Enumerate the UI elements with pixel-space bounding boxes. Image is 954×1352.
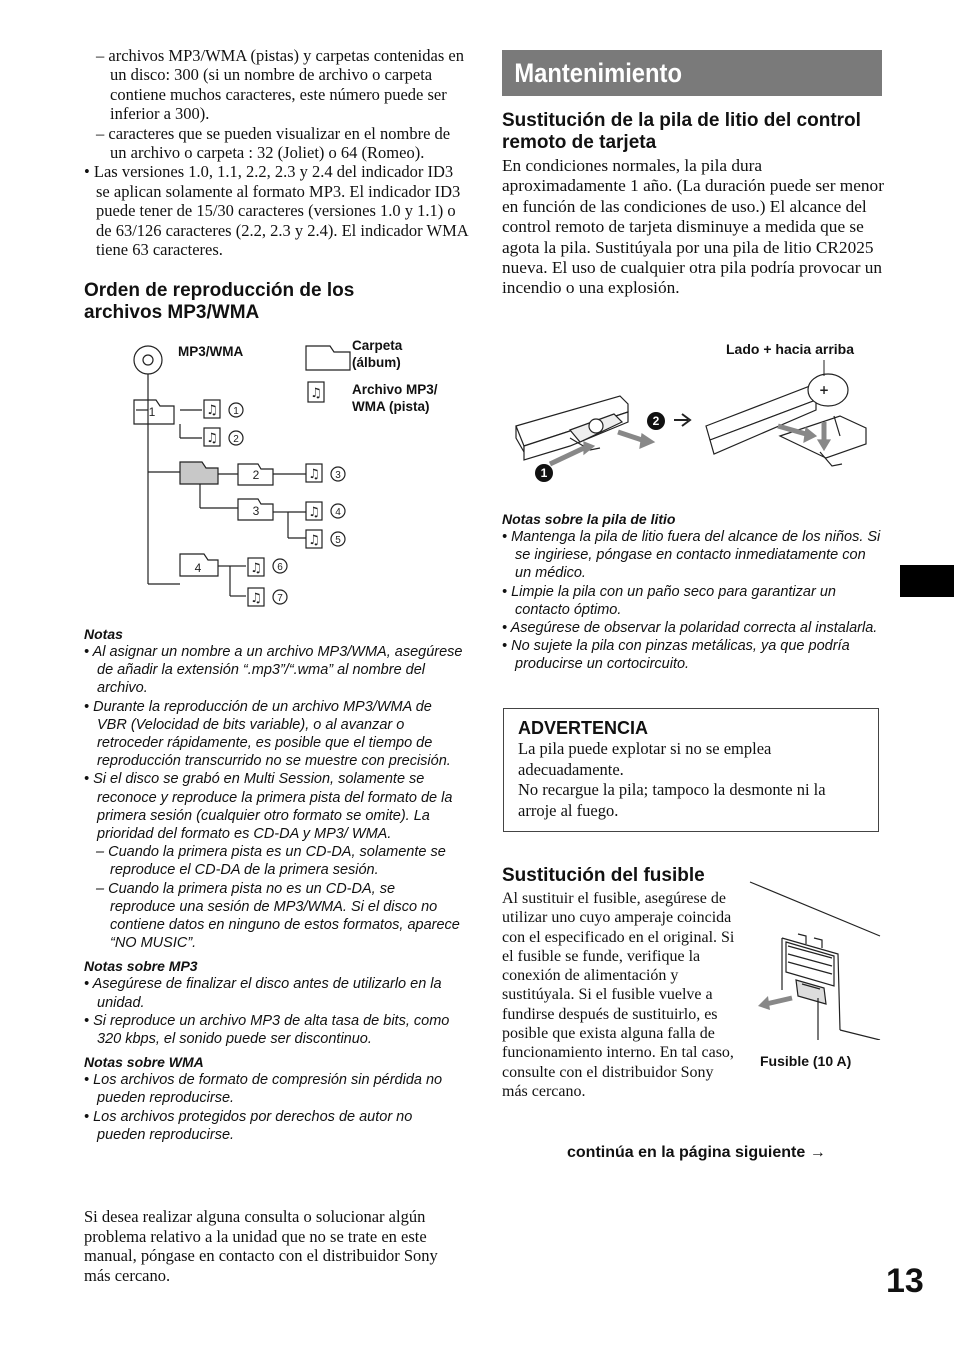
track-number: 1 bbox=[233, 406, 239, 417]
note-item: • Los archivos protegidos por derechos de autor no pueden reproducirse. bbox=[84, 1108, 413, 1143]
note-item: • Si reproduce un archivo MP3 de alta tasa de bits, como 320 kbps, el sonido puede ser discontinuo. bbox=[84, 1012, 450, 1048]
closing-paragraph: Si desea realizar alguna consulta o solucionar algún problema relativo a la unidad que no se trate en este manual, póngase en contacto con el distribuidor Sony más cercano. bbox=[84, 1207, 438, 1285]
fuse-icon bbox=[796, 980, 826, 1004]
list-item: – caracteres que se pueden visualizar en el nombre de un archivo o carpeta : 32 (Joliet) o 64 (Romeo). bbox=[96, 123, 451, 163]
note-item: • Los archivos de formato de compresión sin pérdida no pueden reproducirse. bbox=[84, 1072, 443, 1107]
warning-box bbox=[503, 708, 879, 832]
note-item: • No sujete la pila con pinzas metálicas, ya que podría producirse un cortocircuito. bbox=[502, 638, 850, 673]
fuse-illustration bbox=[748, 880, 884, 1040]
folder-legend-icon bbox=[306, 346, 350, 370]
disc-icon bbox=[134, 346, 162, 374]
notes-title: Notas bbox=[84, 626, 123, 642]
track-number: 3 bbox=[335, 470, 341, 481]
note-item: • Durante la reproducción de un archivo MP3/WMA de VBR (Velocidad de bits variable), o al avanzar o retroceder rápidamente, es posible que el tiempo de reproducción transcurrido no se muestre con precisión. bbox=[84, 698, 451, 770]
warning-line: No recargue la pila; tampoco la desmonte ni la arroje al fuego. bbox=[518, 780, 826, 820]
step-number: 1 bbox=[540, 466, 548, 480]
note-item: • Si el disco se grabó en Multi Session, solamente se reconoce y reproduce la primera pista del formato de la primera sesión (cualquier otro formato se omite). La prioridad del formato es CD-DA y MP3/ WMA. bbox=[84, 771, 453, 843]
warning-line: La pila puede explotar si no se emplea adecuadamente. bbox=[518, 739, 772, 779]
folder-number: 3 bbox=[252, 504, 260, 518]
notes-wma-title: Notas sobre WMA bbox=[84, 1054, 204, 1071]
svg-text:+: + bbox=[818, 383, 830, 397]
note-item: • Al asignar un nombre a un archivo MP3/WMA, asegúrese de añadir la extensión “.mp3”/“.wma” al nombre del archivo. bbox=[84, 644, 463, 697]
svg-text:♫: ♫ bbox=[250, 591, 262, 606]
continue-note: continúa en la página siguiente → bbox=[567, 1144, 826, 1161]
step-number: 2 bbox=[652, 414, 660, 428]
svg-text:♫: ♫ bbox=[310, 386, 322, 401]
svg-text:♫: ♫ bbox=[206, 403, 218, 418]
left-column bbox=[84, 46, 468, 259]
battery-notes bbox=[502, 510, 884, 674]
folder-number: 1 bbox=[148, 405, 156, 419]
folder-icon bbox=[180, 462, 218, 484]
notes-block bbox=[84, 625, 464, 1144]
track-number: 6 bbox=[277, 562, 283, 573]
track-number: 2 bbox=[233, 434, 239, 445]
svg-text:♫: ♫ bbox=[308, 467, 320, 482]
svg-text:♫: ♫ bbox=[308, 505, 320, 520]
battery-notes-title: Notas sobre la pila de litio bbox=[502, 511, 676, 527]
svg-text:♫: ♫ bbox=[250, 561, 262, 576]
track-number: 4 bbox=[335, 507, 341, 518]
note-item: • Asegúrese de finalizar el disco antes de utilizarlo en la unidad. bbox=[84, 976, 442, 1011]
battery-figure-label: Lado + hacia arriba bbox=[726, 341, 854, 357]
fuse-paragraph: Al sustituir el fusible, asegúrese de utilizar uno cuyo amperaje coincida con el especificado en el original. Si el fusible se funde, verifique la conexión de alimentación y sustitúyala. Si el fusible vuelve a fundirse después de sustituirlo, es posible que exista alguna falla de funcionamiento interno. En tal caso, consulte con el distribuidor Sony más cercano. bbox=[502, 890, 735, 1100]
note-sub-item: – Cuando la primera pista es un CD-DA, solamente se reproduce el CD-DA de la primera sesión. bbox=[96, 844, 446, 879]
diagram-disc-label: MP3/WMA bbox=[178, 344, 244, 359]
warning-title: ADVERTENCIA bbox=[518, 718, 649, 738]
battery-replacement-illustration bbox=[510, 356, 880, 496]
list-item: – archivos MP3/WMA (pistas) y carpetas contenidas en un disco: 300 (si un nombre de archivo o carpeta contiene muchos caracteres, este número puede ser inferior a 300). bbox=[96, 46, 464, 124]
page-number: 13 bbox=[886, 1262, 924, 1300]
svg-text:♫: ♫ bbox=[308, 533, 320, 548]
track-number: 5 bbox=[335, 535, 341, 546]
note-sub-item: – Cuando la primera pista no es un CD-DA, se reproduce una sesión de MP3/WMA. Si el disco no contiene datos en ninguno de estos formatos, aparece “NO MUSIC”. bbox=[96, 880, 460, 952]
svg-text:♫: ♫ bbox=[206, 431, 218, 446]
section-header-band bbox=[502, 50, 882, 96]
folder-number: 4 bbox=[194, 561, 202, 575]
heading-fuse: Sustitución del fusible bbox=[502, 865, 705, 886]
section-side-tab bbox=[900, 565, 954, 597]
battery-paragraph: En condiciones normales, la pila dura aproximadamente 1 año. (La duración puede ser menor en función de las condiciones de uso.) El alcance del control remoto de tarjeta disminuye a medida que se agota la pila. Sustitúyala por una pila de litio CR2025 nueva. El uso de cualquier otra pila podría provocar un incendio o una explosión. bbox=[502, 156, 884, 298]
diagram-legend-folder: Carpeta (álbum) bbox=[352, 338, 403, 370]
note-item: • Limpie la pila con un paño seco para garantizar un contacto óptimo. bbox=[502, 583, 836, 618]
section-title: Mantenimiento bbox=[514, 58, 682, 88]
playback-order-diagram bbox=[120, 334, 480, 614]
diagram-legend-file: Archivo MP3/ WMA (pista) bbox=[352, 382, 438, 414]
notes-mp3-title: Notas sobre MP3 bbox=[84, 958, 198, 975]
note-item: • Asegúrese de observar la polaridad correcta al instalarla. bbox=[502, 620, 878, 637]
list-item: • Las versiones 1.0, 1.1, 2.2, 2.3 y 2.4 del indicador ID3 se aplican solamente al formato MP3. El indicador ID3 puede tener de 15/30 caracteres (versiones 1.0 y 1.1) o de 63/126 caracteres (2.2, 2.3 y 2.4). El indicador WMA tiene 63 caracteres. bbox=[84, 162, 468, 260]
fuse-label: Fusible (10 A) bbox=[760, 1053, 852, 1069]
note-item: • Mantenga la pila de litio fuera del alcance de los niños. Si se ingiriese, póngase en contacto inmediatamente con un médico. bbox=[502, 529, 881, 582]
track-number: 7 bbox=[277, 593, 283, 604]
heading-battery: Sustitución de la pila de litio del control remoto de tarjeta bbox=[502, 110, 861, 153]
folder-number: 2 bbox=[252, 468, 260, 482]
heading-playback-order: Orden de reproducción de los archivos MP3/WMA bbox=[84, 280, 355, 323]
